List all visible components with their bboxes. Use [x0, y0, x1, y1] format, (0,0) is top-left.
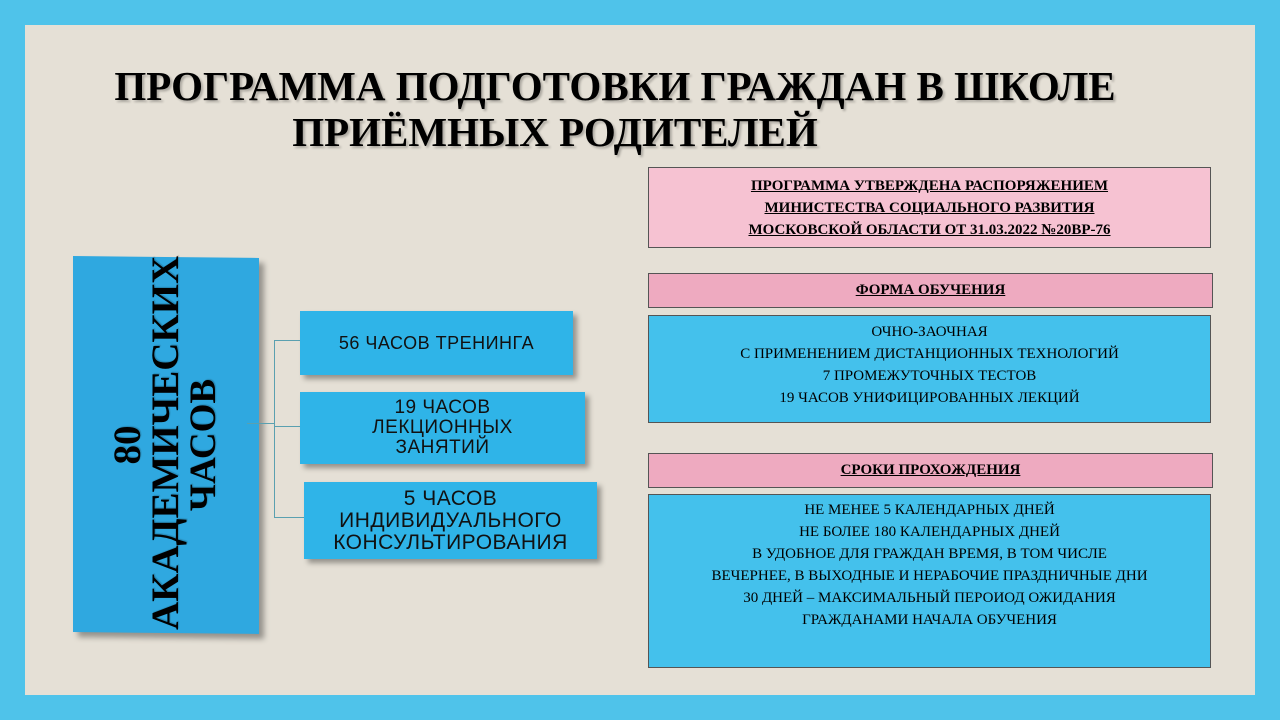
terms-line: 30 ДНЕЙ – МАКСИМАЛЬНЫЙ ПЕРОИОД ОЖИДАНИЯ [743, 590, 1116, 606]
terms-line: ГРАЖДАНАМИ НАЧАЛА ОБУЧЕНИЯ [802, 612, 1057, 628]
terms-line: НЕ БОЛЕЕ 180 КАЛЕНДАРНЫХ ДНЕЙ [799, 524, 1060, 540]
hours-item-line: 56 ЧАСОВ ТРЕНИНГА [338, 333, 535, 353]
page-title [25, 63, 1205, 155]
hours-item-line: 5 ЧАСОВ [403, 486, 498, 510]
approval-line: МОСКОВСКОЙ ОБЛАСТИ ОТ 31.03.2022 №20ВР-76 [748, 222, 1111, 238]
connector-branch-1 [274, 340, 300, 341]
connector-branch-2 [274, 426, 300, 427]
hours-item-line: ЛЕКЦИОННЫХ [372, 417, 513, 438]
form-line: 19 ЧАСОВ УНИФИЦИРОВАННЫХ ЛЕКЦИЙ [779, 390, 1080, 406]
hours-item-line: 19 ЧАСОВ [394, 397, 491, 418]
form-line: ОЧНО-ЗАОЧНАЯ [871, 324, 988, 340]
total-hours-line-2: ЧАСОВ [183, 378, 224, 512]
approval-box [648, 167, 1211, 248]
total-hours-label [106, 255, 224, 630]
terms-line: ВЕЧЕРНЕЕ, В ВЫХОДНЫЕ И НЕРАБОЧИЕ ПРАЗДНИЧНЫЕ ДНИ [711, 568, 1148, 584]
form-header [648, 273, 1213, 308]
hours-item-line: КОНСУЛЬТИРОВАНИЯ [333, 530, 568, 554]
hours-item-lectures [300, 392, 585, 464]
hours-item-line: ИНДИВИДУАЛЬНОГО [339, 508, 562, 532]
connector-vertical [274, 340, 275, 518]
total-hours-line-1: 80 АКАДЕМИЧЕСКИХ [106, 255, 187, 630]
connector-trunk [247, 423, 274, 424]
terms-header [648, 453, 1213, 488]
hours-item-line: ЗАНЯТИЙ [395, 437, 490, 458]
form-line: 7 ПРОМЕЖУТОЧНЫХ ТЕСТОВ [822, 368, 1037, 384]
connector-branch-3 [274, 517, 304, 518]
hours-item-training [300, 311, 573, 375]
terms-header-label: СРОКИ ПРОХОЖДЕНИЯ [840, 462, 1021, 478]
form-header-label: ФОРМА ОБУЧЕНИЯ [855, 282, 1006, 298]
form-line: С ПРИМЕНЕНИЕМ ДИСТАНЦИОННЫХ ТЕХНОЛОГИЙ [740, 346, 1119, 362]
approval-line: ПРОГРАММА УТВЕРЖДЕНА РАСПОРЯЖЕНИЕМ [750, 178, 1109, 194]
hours-item-consulting [304, 482, 597, 559]
terms-line: В УДОБНОЕ ДЛЯ ГРАЖДАН ВРЕМЯ, В ТОМ ЧИСЛЕ [752, 546, 1107, 562]
title-line-1: ПРОГРАММА ПОДГОТОВКИ ГРАЖДАН В ШКОЛЕ [114, 63, 1116, 109]
terms-line: НЕ МЕНЕЕ 5 КАЛЕНДАРНЫХ ДНЕЙ [804, 502, 1055, 518]
slide [25, 25, 1255, 695]
approval-line: МИНИСТЕСТВА СОЦИАЛЬНОГО РАЗВИТИЯ [764, 200, 1095, 216]
title-line-2: ПРИЁМНЫХ РОДИТЕЛЕЙ [292, 109, 818, 155]
terms-details-box [648, 494, 1211, 668]
form-details-box [648, 315, 1211, 423]
